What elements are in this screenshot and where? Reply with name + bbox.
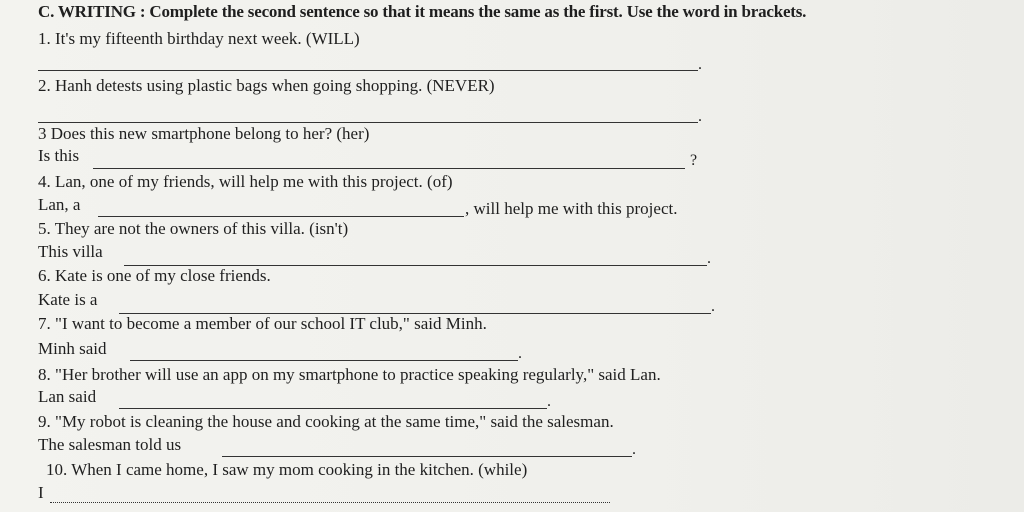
question-8-end: . xyxy=(547,393,551,410)
question-10-lead: I xyxy=(38,483,44,502)
question-6-end: . xyxy=(711,298,715,315)
question-9-lead: The salesman told us xyxy=(38,435,182,454)
question-2-prompt: 2. Hanh detests using plastic bags when going shopping. (NEVER) xyxy=(38,76,495,95)
section-title: C. WRITING : Complete the second sentence so that it means the same as the first. Use the word in brackets. xyxy=(38,2,807,21)
question-8-prompt: 8. "Her brother will use an app on my smartphone to practice speaking regularly," said Lan. xyxy=(38,365,661,384)
question-10-prompt: 10. When I came home, I saw my mom cooking in the kitchen. (while) xyxy=(46,460,528,479)
question-4-lead: Lan, a xyxy=(38,195,81,214)
question-9-end: . xyxy=(632,441,636,458)
question-8-lead: Lan said xyxy=(38,387,97,406)
question-9-prompt: 9. "My robot is cleaning the house and cooking at the same time," said the salesman. xyxy=(38,412,614,431)
question-6-prompt: 6. Kate is one of my close friends. xyxy=(38,266,271,285)
question-1-end: . xyxy=(698,56,702,73)
question-7-answer-line[interactable] xyxy=(130,360,518,361)
question-10-answer-line[interactable] xyxy=(50,502,610,503)
question-4-prompt: 4. Lan, one of my friends, will help me with this project. (of) xyxy=(38,172,453,191)
question-8-answer-line[interactable] xyxy=(119,408,547,409)
question-5-lead: This villa xyxy=(38,242,103,261)
question-1-answer-line[interactable] xyxy=(38,70,698,71)
question-1-prompt: 1. It's my fifteenth birthday next week. (WILL) xyxy=(38,29,360,48)
question-2-answer-line[interactable] xyxy=(38,122,698,123)
question-3-answer-line[interactable] xyxy=(93,168,685,169)
question-7-prompt: 7. "I want to become a member of our school IT club," said Minh. xyxy=(38,314,487,333)
question-9-answer-line[interactable] xyxy=(222,456,632,457)
question-7-lead: Minh said xyxy=(38,339,107,358)
question-3-lead: Is this xyxy=(38,146,80,165)
question-5-end: . xyxy=(707,250,711,267)
question-4-answer-line[interactable] xyxy=(98,216,464,217)
question-6-lead: Kate is a xyxy=(38,290,98,309)
question-7-end: . xyxy=(518,345,522,362)
question-4-tail: , will help me with this project. xyxy=(465,199,678,218)
question-2-end: . xyxy=(698,108,702,125)
question-5-prompt: 5. They are not the owners of this villa. (isn't) xyxy=(38,219,349,238)
question-3-prompt: 3 Does this new smartphone belong to her? (her) xyxy=(38,124,370,143)
question-3-end: ? xyxy=(690,152,698,169)
